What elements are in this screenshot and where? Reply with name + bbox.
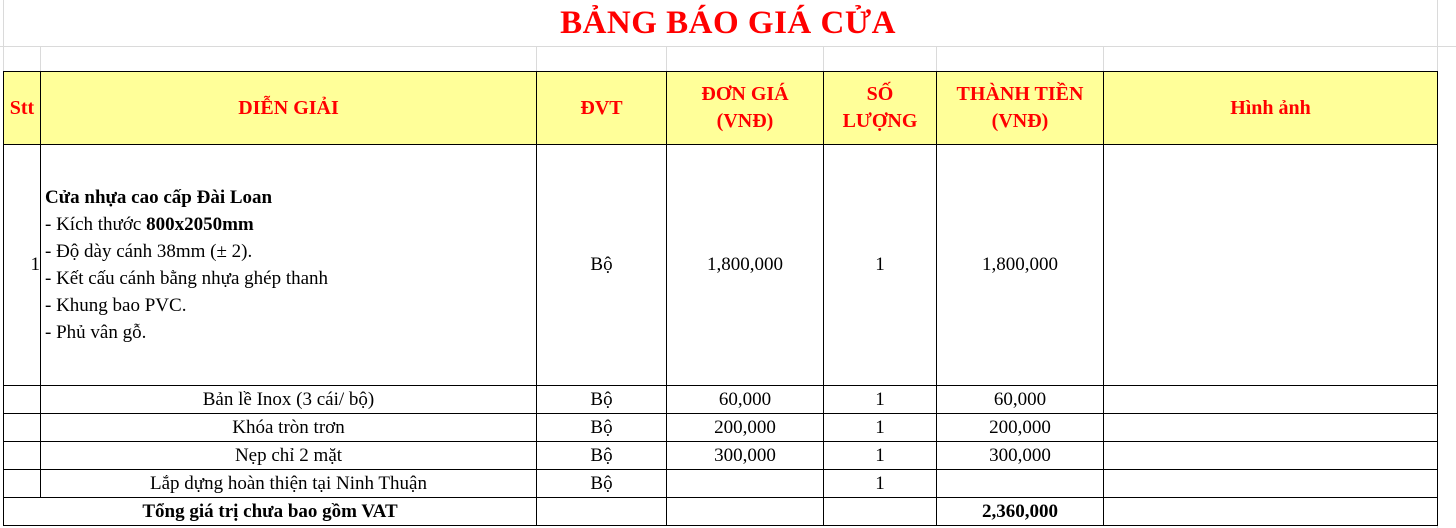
cell-desc[interactable]: Nẹp chỉ 2 mặt	[41, 442, 537, 470]
cell-qty[interactable]: 1	[824, 145, 937, 386]
cell-total[interactable]: 60,000	[937, 386, 1104, 414]
cell-desc-main[interactable]	[41, 145, 537, 386]
cell-desc[interactable]: Lắp dựng hoàn thiện tại Ninh Thuận	[41, 470, 537, 498]
header-qty[interactable]	[824, 72, 937, 145]
size-value: 800x2050mm	[146, 214, 254, 235]
header-image[interactable]: Hình ảnh	[1104, 72, 1438, 145]
gridline	[1103, 46, 1104, 71]
gridline	[666, 46, 667, 71]
cell-unit[interactable]: Bộ	[537, 470, 667, 498]
cell-stt[interactable]	[4, 442, 41, 470]
table-row-main	[4, 145, 1453, 386]
cell-stt[interactable]	[4, 386, 41, 414]
cell-unit[interactable]: Bộ	[537, 414, 667, 442]
gridline	[40, 46, 41, 71]
cell-image[interactable]	[1104, 442, 1438, 470]
empty-cell[interactable]	[1438, 386, 1453, 414]
cell-price[interactable]: 1,800,000	[667, 145, 824, 386]
cell-image[interactable]	[1104, 414, 1438, 442]
cell-image[interactable]	[1104, 470, 1438, 498]
gridline	[0, 46, 1456, 47]
cell-desc[interactable]: Khóa tròn trơn	[41, 414, 537, 442]
header-total-line2: (VNĐ)	[991, 110, 1049, 132]
empty-cell[interactable]	[1438, 72, 1453, 145]
header-desc[interactable]: DIỄN GIẢI	[41, 72, 537, 145]
summary-row	[4, 498, 1453, 526]
table-row	[4, 386, 1453, 414]
cell-qty[interactable]: 1	[824, 442, 937, 470]
summary-total[interactable]: 2,360,000	[937, 498, 1104, 526]
cell-image[interactable]	[1104, 145, 1438, 386]
summary-label[interactable]: Tổng giá trị chưa bao gồm VAT	[4, 498, 537, 526]
header-price[interactable]	[667, 72, 824, 145]
cell-qty[interactable]: 1	[824, 386, 937, 414]
table-row	[4, 442, 1453, 470]
price-table	[3, 71, 1453, 526]
cell-image[interactable]	[1104, 498, 1438, 526]
cell-qty[interactable]: 1	[824, 414, 937, 442]
cell-price[interactable]: 200,000	[667, 414, 824, 442]
spec-line: - Kết cấu cánh bằng nhựa ghép thanh	[45, 268, 329, 289]
cell-total[interactable]: 1,800,000	[937, 145, 1104, 386]
empty-cell[interactable]	[1438, 145, 1453, 386]
header-total[interactable]	[937, 72, 1104, 145]
cell-unit[interactable]: Bộ	[537, 145, 667, 386]
cell-price[interactable]: 300,000	[667, 442, 824, 470]
header-stt[interactable]: Stt	[4, 72, 41, 145]
cell-qty[interactable]	[824, 498, 937, 526]
header-qty-line1: SỐ	[866, 83, 894, 105]
cell-total[interactable]	[937, 470, 1104, 498]
cell-unit[interactable]	[537, 498, 667, 526]
header-row	[4, 72, 1453, 145]
gridline	[536, 46, 537, 71]
table-row	[4, 470, 1453, 498]
header-unit[interactable]: ĐVT	[537, 72, 667, 145]
empty-cell[interactable]	[1438, 442, 1453, 470]
cell-total[interactable]: 200,000	[937, 414, 1104, 442]
empty-cell[interactable]	[1438, 470, 1453, 498]
table-row	[4, 414, 1453, 442]
size-prefix: - Kích thước	[45, 214, 147, 235]
header-price-line1: ĐƠN GIÁ	[701, 83, 789, 105]
product-name: Cửa nhựa cao cấp Đài Loan	[45, 187, 273, 208]
cell-price[interactable]	[667, 470, 824, 498]
cell-desc[interactable]: Bản lề Inox (3 cái/ bộ)	[41, 386, 537, 414]
spec-line: - Phủ vân gỗ.	[45, 322, 147, 343]
spec-line: - Khung bao PVC.	[45, 295, 187, 316]
page-title: BẢNG BÁO GIÁ CỬA	[560, 4, 896, 41]
header-price-line2: (VNĐ)	[716, 110, 774, 132]
spec-line: - Độ dày cánh 38mm (± 2).	[45, 241, 253, 262]
gridline	[823, 46, 824, 71]
cell-stt[interactable]	[4, 414, 41, 442]
cell-stt[interactable]: 1	[4, 145, 41, 386]
cell-stt[interactable]	[4, 470, 41, 498]
product-size	[45, 211, 536, 238]
cell-unit[interactable]: Bộ	[537, 442, 667, 470]
gridline	[936, 46, 937, 71]
empty-cell[interactable]	[1438, 498, 1453, 526]
header-qty-line2: LƯỢNG	[842, 110, 918, 132]
cell-qty[interactable]: 1	[824, 470, 937, 498]
cell-price[interactable]: 60,000	[667, 386, 824, 414]
empty-cell[interactable]	[1438, 414, 1453, 442]
cell-image[interactable]	[1104, 386, 1438, 414]
header-total-line1: THÀNH TIỀN	[956, 83, 1084, 105]
cell-total[interactable]: 300,000	[937, 442, 1104, 470]
cell-price[interactable]	[667, 498, 824, 526]
cell-unit[interactable]: Bộ	[537, 386, 667, 414]
